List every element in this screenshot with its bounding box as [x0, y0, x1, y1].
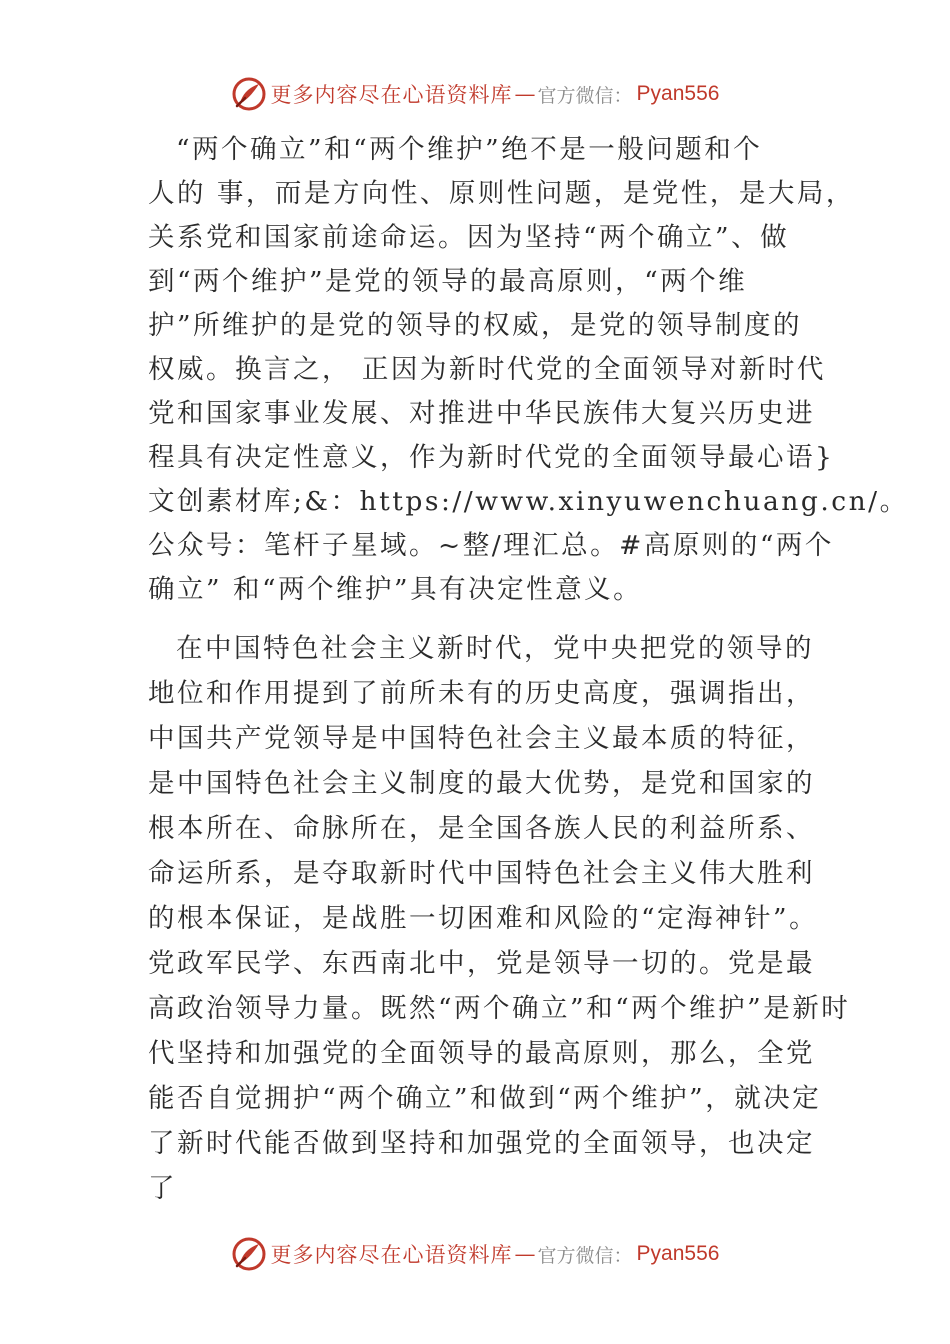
text-line: 关系党和国家前途命运。因为坚持“两个确立”、做	[148, 222, 790, 253]
watermark-wechat-id: Pyan556	[636, 82, 720, 105]
text-line: 程具有决定性意义，作为新时代党的全面领导最心语}	[148, 442, 835, 473]
text-line: 能否自觉拥护“两个确立”和做到“两个维护”，就决定	[148, 1083, 822, 1114]
text-line: 公众号：笔杆子星域。~整/理汇总。#高原则的“两个	[148, 530, 834, 561]
brand-logo-icon	[231, 76, 267, 112]
text-line: 确立” 和“两个维护”具有决定性意义。	[148, 574, 643, 605]
text-line: 地位和作用提到了前所未有的历史高度，强调指出，	[148, 678, 815, 709]
footer-watermark	[0, 1234, 950, 1274]
text-line: 根本所在、命脉所在，是全国各族人民的利益所系、	[148, 813, 815, 844]
text-line: 权威。换言之， 正因为新时代党的全面领导对新时代	[148, 354, 826, 385]
brand-logo-icon	[231, 1236, 267, 1272]
watermark-brand-text: 更多内容尽在心语资料库	[270, 83, 513, 107]
watermark-label: 官方微信：	[537, 84, 633, 107]
text-line: 文创素材库;&：https://www.xinyuwenchuang.cn/。	[148, 486, 909, 517]
text-line: 代坚持和加强党的全面领导的最高原则，那么，全党	[148, 1038, 815, 1069]
paragraph-1	[148, 128, 909, 612]
watermark-separator: —	[514, 1242, 536, 1266]
text-line: 党政军民学、东西南北中，党是领导一切的。党是最	[148, 948, 815, 979]
text-line: 护”所维护的是党的领导的权威，是党的领导制度的	[148, 310, 803, 341]
text-line: 到“两个维护”是党的领导的最高原则，“两个维	[148, 266, 748, 297]
text-line: 的根本保证，是战胜一切困难和风险的“定海神针”。	[148, 903, 819, 934]
text-line: 是中国特色社会主义制度的最大优势，是党和国家的	[148, 768, 815, 799]
watermark-brand-text: 更多内容尽在心语资料库	[270, 1243, 513, 1267]
text-line: 高政治领导力量。既然“两个确立”和“两个维护”是新时	[148, 993, 851, 1024]
watermark-wechat-id: Pyan556	[636, 1242, 720, 1265]
document-body	[148, 128, 909, 1211]
paragraph-2	[148, 626, 851, 1211]
text-line: 了新时代能否做到坚持和加强党的全面领导，也决定	[148, 1128, 815, 1159]
text-line: 人的 事，而是方向性、原则性问题，是党性，是大局，	[148, 178, 855, 209]
text-line: 党和国家事业发展、对推进中华民族伟大复兴历史进	[148, 398, 815, 429]
text-line: “两个确立”和“两个维护”绝不是一般问题和个	[176, 134, 763, 165]
text-line: 中国共产党领导是中国特色社会主义最本质的特征，	[148, 723, 815, 754]
text-line: 命运所系，是夺取新时代中国特色社会主义伟大胜利	[148, 858, 815, 889]
text-line: 了	[148, 1173, 177, 1204]
text-line: 在中国特色社会主义新时代，党中央把党的领导的	[176, 633, 814, 664]
watermark-label: 官方微信：	[537, 1244, 633, 1267]
header-watermark	[0, 74, 950, 114]
watermark-separator: —	[514, 82, 536, 106]
